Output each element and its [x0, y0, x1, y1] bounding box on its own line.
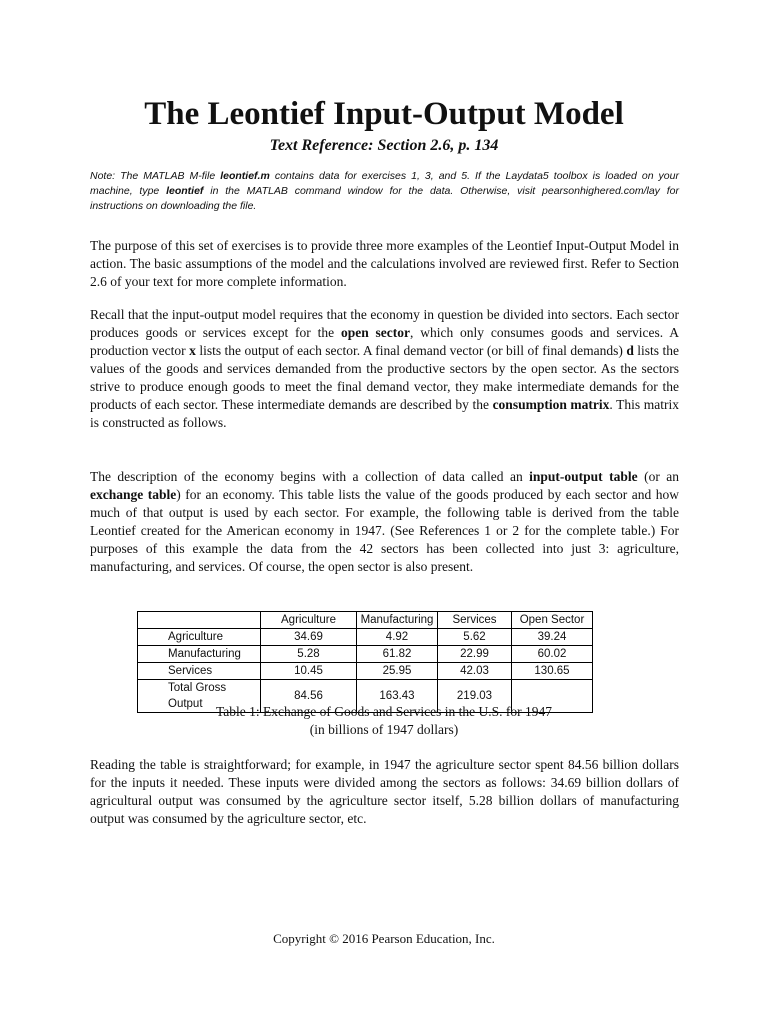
note-text: in the MATLAB command window for the data. Otherwise, visit pearsonhighered.com/lay for instructions on downloading the file.	[90, 185, 679, 212]
copyright-footer: Copyright © 2016 Pearson Education, Inc.	[273, 931, 495, 946]
table-caption: Table 1: Exchange of Goods and Services in the U.S. for 1947	[215, 704, 553, 719]
paragraph-text: ) for an economy. This table lists the value of the goods produced by each sector and how much of that output is used by each sector. For example, the following table is derived from the table Leontief created for the American economy in 1947. (See References 1 or 2 for the complete table.) For purposes of this example the data from the 42 sectors has been collected into just 3: agriculture, manufacturing, and services. Of course, the open sector is also present.	[90, 487, 679, 574]
table-header-cell: Manufacturing	[357, 612, 438, 629]
row-label: Agriculture	[138, 629, 261, 646]
term-input-output-table: input-output table	[529, 469, 638, 484]
note-text: Note: The MATLAB M-file	[90, 170, 221, 182]
text-reference: Text Reference: Section 2.6, p. 134	[269, 137, 499, 154]
paragraph-economy-description	[90, 468, 679, 576]
table-header-cell: Open Sector	[512, 612, 593, 629]
paragraph-text: , which only consumes goods and services. A production vector	[90, 325, 679, 358]
table-row	[138, 663, 593, 680]
table-cell: 4.92	[357, 629, 438, 646]
table-cell: 5.28	[261, 646, 357, 663]
row-label: Services	[138, 663, 261, 680]
note-paragraph	[90, 169, 679, 214]
paragraph-text: lists the values of the goods and services demanded from the productive sectors by the open sector. As the sectors strive to produce enough goods to meet the final demand vector, they make intermediate demands for the products of each sector. These intermediate demands are described by the	[90, 343, 679, 412]
table-cell: 84.56	[261, 680, 357, 713]
table-header-cell: Services	[438, 612, 512, 629]
table-header-row	[138, 612, 593, 629]
paragraph-text: . This matrix is constructed as follows.	[90, 397, 679, 430]
table-cell: 5.62	[438, 629, 512, 646]
table-cell: 219.03	[438, 680, 512, 713]
table-row	[138, 646, 593, 663]
paragraph-text: Recall that the input-output model requires that the economy in question be divided into sectors. Each sector produces goods or services except for the	[90, 307, 679, 340]
exchange-table	[137, 611, 593, 713]
term-exchange-table: exchange table	[90, 487, 177, 502]
paragraph-text: (or an	[637, 469, 679, 484]
row-label: Manufacturing	[138, 646, 261, 663]
command-leontief: leontief	[166, 185, 204, 197]
paragraph-model-description	[90, 306, 679, 432]
term-production-vector: x	[189, 343, 196, 358]
table-cell: 163.43	[357, 680, 438, 713]
table-caption-units: (in billions of 1947 dollars)	[309, 722, 459, 737]
paragraph-purpose: The purpose of this set of exercises is to provide three more examples of the Leontief Input-Output Model in action. The basic assumptions of the model and the calculations involved are reviewed first. Refer to Section 2.6 of your text for more complete information.	[90, 238, 679, 289]
table-row	[138, 629, 593, 646]
table-cell: 10.45	[261, 663, 357, 680]
table-cell: 130.65	[512, 663, 593, 680]
table-cell: 61.82	[357, 646, 438, 663]
term-demand-vector: d	[626, 343, 634, 358]
table-cell: 25.95	[357, 663, 438, 680]
row-label: Total Gross Output	[138, 680, 261, 713]
table-cell: 42.03	[438, 663, 512, 680]
paragraph-reading-table: Reading the table is straightforward; for example, in 1947 the agriculture sector spent 84.56 billion dollars for the inputs it needed. These inputs were divided among the sectors as follows: 34.69 billion dollars of agricultural output was consumed by the agriculture sector itself, 5.28 billion dollars of manufacturing output was consumed by the agriculture sector, etc.	[90, 757, 679, 826]
page-title: The Leontief Input-Output Model	[144, 96, 624, 132]
table-cell: 22.99	[438, 646, 512, 663]
table-cell: 34.69	[261, 629, 357, 646]
note-text: contains data for exercises 1, 3, and 5. If the Laydata5 toolbox is loaded on your machine, type	[90, 170, 679, 197]
table-header-cell: Agriculture	[261, 612, 357, 629]
paragraph-text: lists the output of each sector. A final demand vector (or bill of final demands)	[195, 343, 627, 358]
term-consumption-matrix: consumption matrix	[492, 397, 610, 412]
table-cell: 39.24	[512, 629, 593, 646]
table-header-cell	[138, 612, 261, 629]
filename-leontief-m: leontief.m	[220, 170, 270, 182]
term-open-sector: open sector	[340, 325, 411, 340]
paragraph-text: The description of the economy begins with a collection of data called an	[90, 469, 530, 484]
table-cell: 60.02	[512, 646, 593, 663]
